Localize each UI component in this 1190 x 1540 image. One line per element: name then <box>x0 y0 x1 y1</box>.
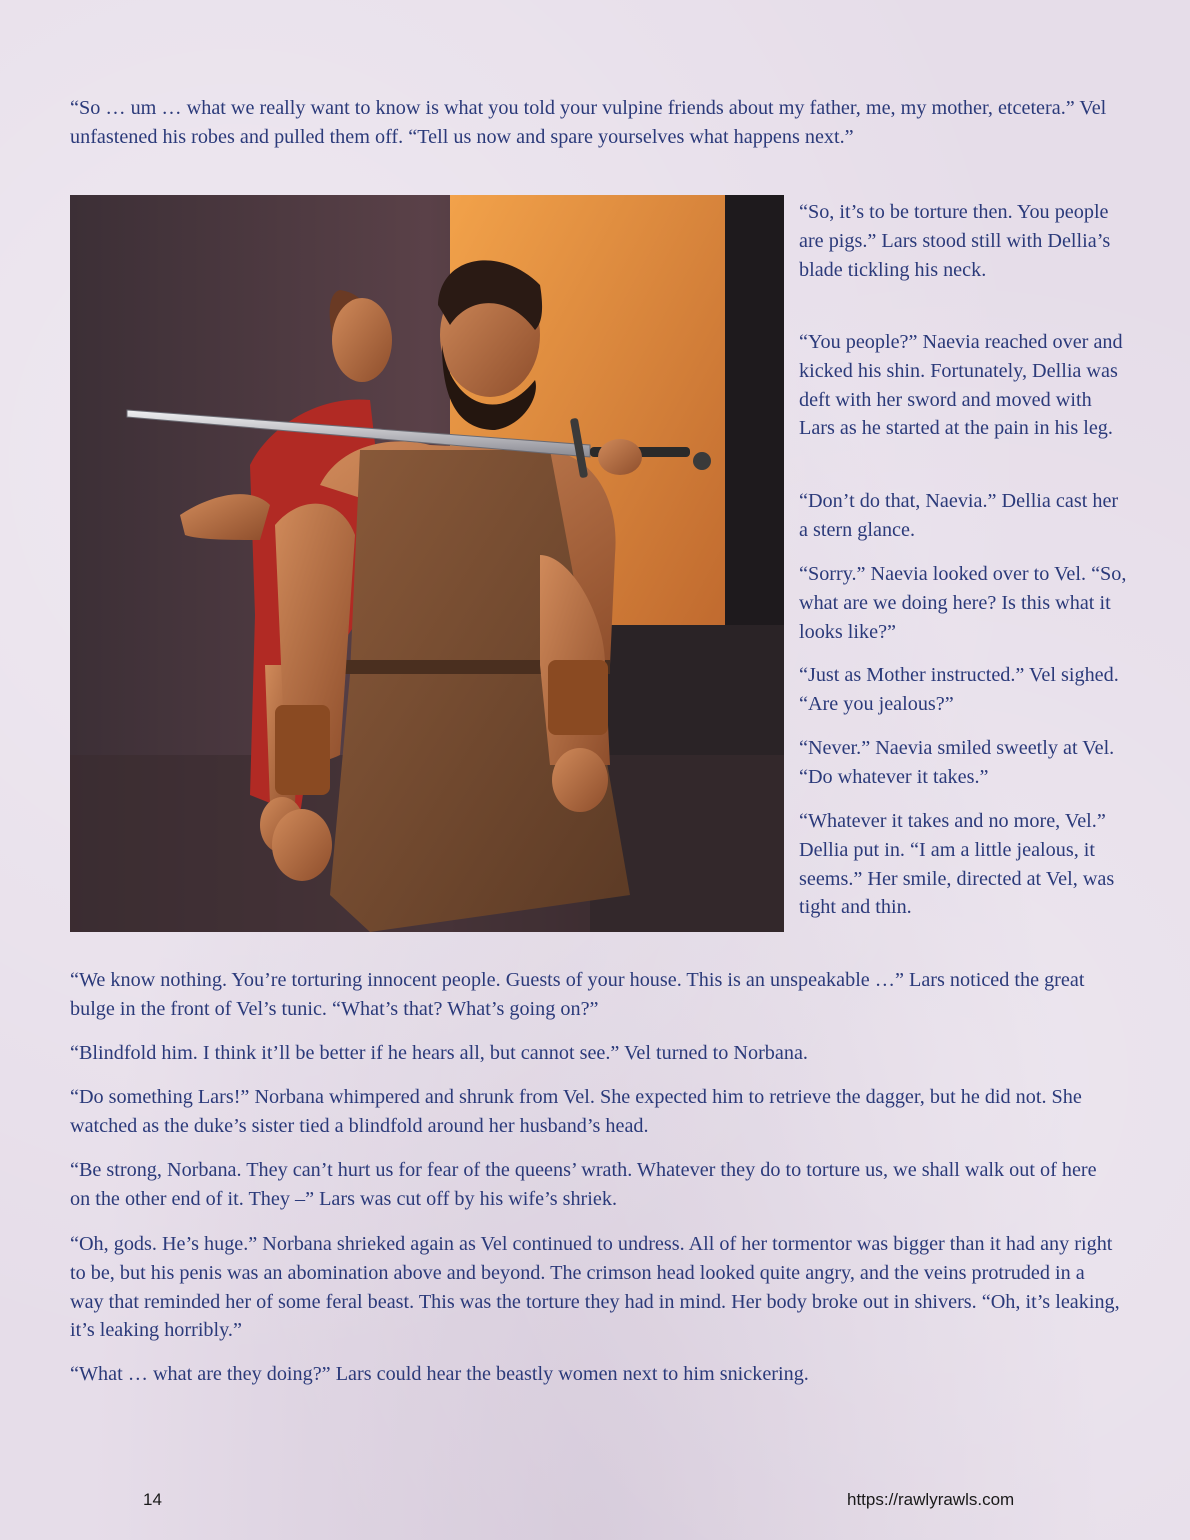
side-paragraph: “Whatever it takes and no more, Vel.” Dellia put in. “I am a little jealous, it seems.” Her smile, directed at Vel, was tight and thin. <box>799 810 1115 919</box>
side-paragraph: “Never.” Naevia smiled sweetly at Vel. “Do whatever it takes.” <box>799 737 1115 788</box>
body-paragraph: “Blindfold him. I think it’ll be better if he hears all, but cannot see.” Vel turned to Norbana. <box>70 1042 808 1064</box>
body-paragraph: “Be strong, Norbana. They can’t hurt us for fear of the queens’ wrath. Whatever they do to torture us, we shall walk out of here on the other end of it. They –” Lars was cut off by his wife’s shriek. <box>70 1159 1097 1210</box>
site-url-link[interactable]: https://rawlyrawls.com <box>847 1490 1015 1509</box>
page-number: 14 <box>143 1490 162 1509</box>
side-paragraph: “So, it’s to be torture then. You people are pigs.” Lars stood still with Dellia’s blade tickling his neck. <box>799 201 1111 281</box>
body-paragraph: “Oh, gods. He’s huge.” Norbana shrieked again as Vel continued to undress. All of her tormentor was bigger than it had any right to be, but his penis was an abomination above and beyond. The crimson head looked quite angry, and the veins protruded in a way that reminded her of some feral beast. This was the torture they had in mind. Her body broke out in shivers. “Oh, it’s leaking, it’s leaking horribly.” <box>70 1233 1120 1342</box>
body-paragraph: “What … what are they doing?” Lars could hear the beastly women next to him snickering. <box>70 1363 809 1385</box>
side-paragraph: “You people?” Naevia reached over and kicked his shin. Fortunately, Dellia was deft with her sword and moved with Lars as he started at the pain in his leg. <box>799 331 1123 440</box>
side-paragraph: “Don’t do that, Naevia.” Dellia cast her a stern glance. <box>799 490 1119 541</box>
side-paragraph: “Sorry.” Naevia looked over to Vel. “So, what are we doing here? Is this what it looks like?” <box>799 563 1127 643</box>
intro-paragraph: “So … um … what we really want to know is what you told your vulpine friends about my father, me, my mother, etcetera.” Vel unfastened his robes and pulled them off. “Tell us now and spare yourselves what happens next.” <box>70 97 1107 148</box>
body-paragraph: “Do something Lars!” Norbana whimpered and shrunk from Vel. She expected him to retrieve the dagger, but he did not. She watched as the duke’s sister tied a blindfold around her husband’s head. <box>70 1086 1082 1137</box>
side-paragraph: “Just as Mother instructed.” Vel sighed. “Are you jealous?” <box>799 664 1119 715</box>
story-illustration <box>70 195 784 932</box>
body-paragraph: “We know nothing. You’re torturing innocent people. Guests of your house. This is an unspeakable …” Lars noticed the great bulge in the front of Vel’s tunic. “What’s that? What’s going on?” <box>70 969 1085 1020</box>
